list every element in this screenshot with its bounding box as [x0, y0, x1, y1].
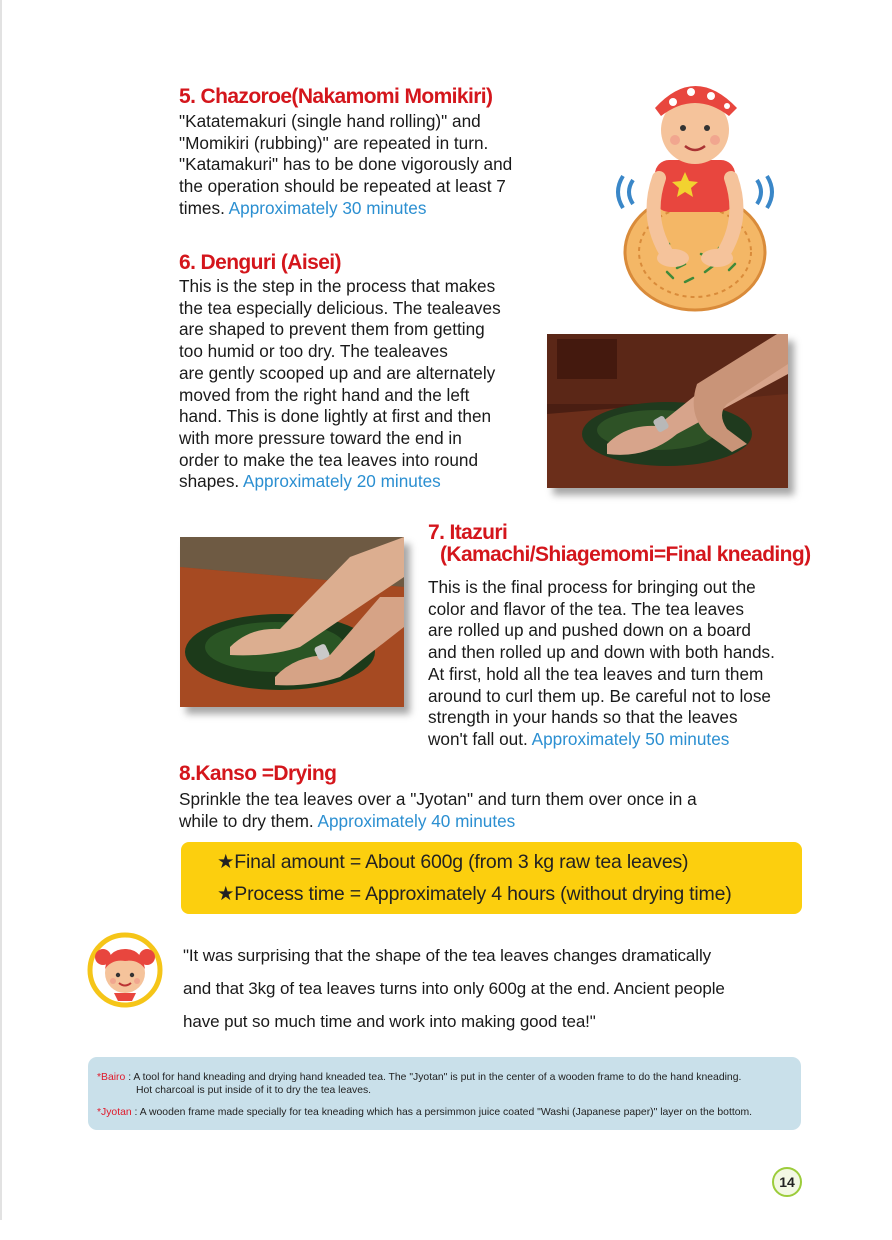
- text-line: Sprinkle the tea leaves over a "Jyotan" and turn them over once in a: [179, 789, 697, 809]
- page-number: 14: [772, 1167, 802, 1197]
- text-line: are shaped to prevent them from getting: [179, 319, 485, 340]
- footnote-term: *Bairo: [97, 1072, 126, 1083]
- section-5-title: 5. Chazoroe(Nakamomi Momikiri): [179, 85, 493, 108]
- summary-final-amount: ★Final amount = About 600g (from 3 kg raw tea leaves): [217, 851, 689, 873]
- text-line: This is the final process for bringing out the: [428, 577, 756, 597]
- footnote-bairo-cont: Hot charcoal is put inside of it to dry the tea leaves.: [136, 1085, 372, 1096]
- boy-kneading-illustration: [615, 68, 775, 318]
- section-7-title: [428, 522, 828, 566]
- page-edge: [0, 0, 2, 1220]
- text-line: This is the step in the process that makes: [179, 276, 496, 296]
- section-5-body: [179, 111, 599, 220]
- section-8-body: [179, 789, 819, 832]
- text-line: "Katamakuri" has to be done vigorously and: [179, 154, 513, 175]
- text-line: "Katatemakuri (single hand rolling)" and: [179, 111, 481, 131]
- summary-process-time: ★Process time = Approximately 4 hours (without drying time): [217, 883, 732, 905]
- duration-label: Approximately 30 minutes: [228, 197, 427, 218]
- hands-scooping-photo: [547, 334, 788, 488]
- section-6-body: [179, 276, 549, 493]
- text-line: the tea especially delicious. The tealeaves: [179, 297, 501, 318]
- text-line: shapes. Approximately 20 minutes: [179, 471, 441, 492]
- text-line: strength in your hands so that the leaves: [428, 707, 738, 728]
- footnote-bairo: *Bairo : A tool for hand kneading and drying hand kneaded tea. The "Jyotan" is put in the center of a wooden frame to do the hand kneading.: [97, 1072, 742, 1083]
- text-line: are gently scooped up and are alternately: [179, 362, 496, 383]
- text-line: hand. This is done lightly at first and then: [179, 406, 492, 427]
- text-line: times. Approximately 30 minutes: [179, 197, 427, 218]
- girl-avatar: [86, 931, 164, 1009]
- text-line: moved from the right hand and the left: [179, 384, 470, 405]
- text-line: "Momikiri (rubbing)" are repeated in turn.: [179, 132, 489, 153]
- section-7-title-line2: (Kamachi/Shiagemomi=Final kneading): [440, 543, 811, 566]
- footnote-jyotan: *Jyotan : A wooden frame made specially for tea kneading which has a persimmon juice coated "Washi (Japanese paper)" layer on the bottom.: [97, 1107, 753, 1118]
- text-line: won't fall out. Approximately 50 minutes: [428, 728, 730, 749]
- footnote-term: *Jyotan: [97, 1107, 132, 1118]
- text-line: At first, hold all the tea leaves and turn them: [428, 663, 764, 684]
- text-line: while to dry them. Approximately 40 minutes: [179, 810, 516, 831]
- text-line: and then rolled up and down with both hands.: [428, 642, 775, 663]
- duration-label: Approximately 40 minutes: [317, 810, 516, 831]
- text-line: color and flavor of the tea. The tea leaves: [428, 598, 744, 619]
- text-line: around to curl them up. Be careful not to lose: [428, 685, 771, 706]
- text-line: with more pressure toward the end in: [179, 427, 462, 448]
- footnotes-box: [88, 1057, 801, 1130]
- quote-line: and that 3kg of tea leaves turns into only 600g at the end. Ancient people: [183, 979, 725, 998]
- hands-rolling-photo: [180, 537, 404, 707]
- section-7-title-line1: 7. Itazuri: [428, 521, 508, 544]
- duration-label: Approximately 20 minutes: [243, 471, 441, 492]
- quote-line: have put so much time and work into making good tea!": [183, 1012, 596, 1031]
- text-line: order to make the tea leaves into round: [179, 449, 479, 470]
- section-7-body: [428, 577, 838, 751]
- text-line: are rolled up and pushed down on a board: [428, 620, 751, 641]
- text-line: the operation should be repeated at least 7: [179, 176, 506, 197]
- section-6-title: 6. Denguri (Aisei): [179, 251, 341, 274]
- quote-line: "It was surprising that the shape of the tea leaves changes dramatically: [183, 946, 712, 965]
- duration-label: Approximately 50 minutes: [531, 728, 730, 749]
- text-line: too humid or too dry. The tealeaves: [179, 341, 448, 362]
- section-8-title: 8.Kanso =Drying: [179, 762, 337, 785]
- girl-quote: [183, 939, 833, 1038]
- summary-box: [181, 842, 802, 914]
